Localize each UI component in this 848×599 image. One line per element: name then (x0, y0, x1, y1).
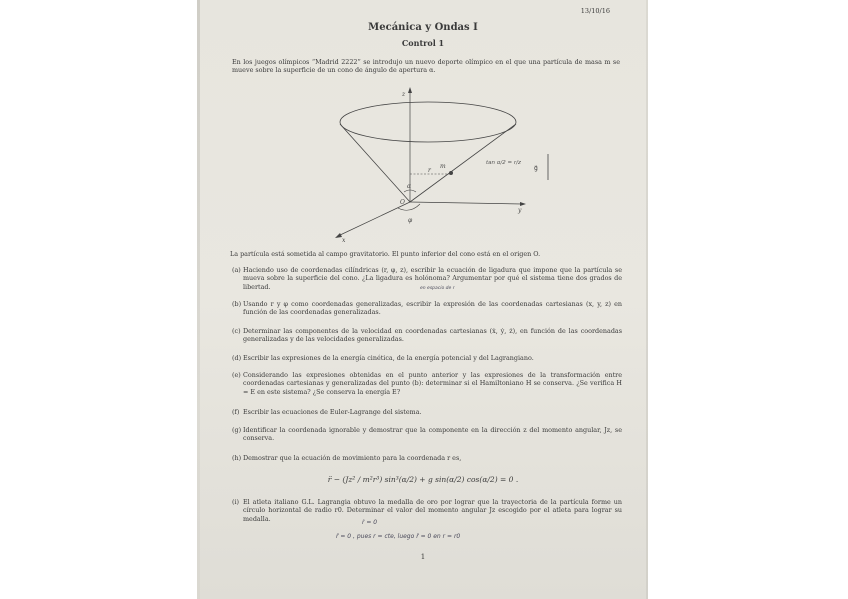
origin-label: O (400, 199, 405, 206)
question-f (232, 408, 622, 416)
question-b (232, 300, 622, 317)
exam-subtitle: Control 1 (401, 38, 445, 48)
x-axis (338, 202, 410, 236)
radius-label: r (428, 167, 431, 174)
question-text: Escribir las expresiones de la energía cinética, de la energía potencial y del Lagrangiano. (243, 354, 534, 362)
question-text: Usando r y φ como coordenadas generalizadas, escribir la expresión de las coordenadas cartesianas (x, y, z) en función de las coordenadas generalizadas. (243, 300, 622, 317)
question-label: (g) (232, 426, 242, 434)
y-axis-arrow (520, 202, 526, 206)
x-axis-label: x (342, 237, 346, 244)
question-d (232, 354, 622, 362)
question-label: (a) (232, 266, 241, 274)
y-axis-label: y (518, 207, 522, 214)
phi-label: φ (408, 217, 413, 224)
question-label: (f) (232, 408, 240, 416)
alpha-label: α (407, 183, 412, 190)
question-c (232, 327, 622, 344)
tangent-relation: tan α/2 = r/z (486, 160, 521, 166)
question-e (232, 371, 622, 396)
question-text: Haciendo uso de coordenadas cilíndricas (r, φ, z), escribir la ecuación de ligadura que impone que la partícula se mueva sobre la superficie del cono. ¿La ligadura es holónoma? Argumentar por qué el sistema tiene dos grados de libertad. (243, 266, 622, 291)
course-title: Mecánica y Ondas I (368, 22, 478, 33)
equation-of-motion: r̈ − (Jz² / m²r³) sin³(α/2) + g sin(α/2) cos(α/2) = 0 . (327, 475, 519, 484)
question-h (232, 454, 622, 462)
question-label: (i) (232, 498, 240, 506)
question-label: (b) (232, 300, 242, 308)
handwritten-note-rddot: r̈ = 0 , pues r = cte, luego r̈ = 0 en r = r0 (336, 533, 461, 540)
question-text: Demostrar que la ecuación de movimiento para la coordenada r es, (243, 454, 462, 462)
question-text: Determinar las componentes de la velocidad en coordenadas cartesianas (ẋ, ẏ, ż), en función de las coordenadas generalizadas y de las velocidades generalizadas. (243, 327, 622, 344)
y-axis (410, 202, 522, 204)
cone-rim (340, 102, 516, 142)
gravity-label: g⃗ (534, 165, 538, 172)
question-label: (c) (232, 327, 241, 335)
z-axis-arrow (408, 87, 412, 93)
cone-side-left (340, 124, 410, 202)
handwritten-note-rdot: ṙ = 0 (362, 519, 378, 526)
page-number: 1 (420, 553, 426, 561)
intro-paragraph: En los juegos olímpicos “Madrid 2222” se introdujo un nuevo deporte olímpico en el que una partícula de masa m se mueve sobre la superficie de un cono de ángulo de apertura α. (232, 58, 620, 75)
question-text: Identificar la coordenada ignorable y demostrar que la componente en la dirección z del momento angular, Jz, se conserva. (243, 426, 622, 443)
question-g (232, 426, 622, 443)
mass-label: m (440, 163, 446, 170)
particle-mass (449, 171, 453, 175)
question-label: (h) (232, 454, 242, 462)
question-i (232, 498, 622, 523)
x-axis-arrow (335, 233, 342, 238)
question-text: Considerando las expresiones obtenidas en el punto anterior y las expresiones de la transformación entre coordenadas cartesianas y generalizadas del punto (b): determinar si el Hamiltoniano H se conserva. ¿Se verifica H = E en este sistema? ¿Se conserva la energía E? (243, 371, 622, 396)
exam-date: 13/10/16 (580, 7, 610, 15)
question-text: El atleta italiano G.L. Lagrangia obtuvo la medalla de oro por lograr que la trayectoria de la partícula forme un círculo horizontal de radio r0. Determinar el valor del momento angular Jz escogido por el atleta para lograr su medalla. (243, 498, 622, 523)
question-text: Escribir las ecuaciones de Euler-Lagrange del sistema. (243, 408, 422, 416)
exam-page (200, 0, 646, 599)
problem-statement: La partícula está sometida al campo gravitatorio. El punto inferior del cono está en el origen O. (230, 250, 541, 258)
z-axis-label: z (402, 91, 406, 98)
question-label: (d) (232, 354, 242, 362)
question-label: (e) (232, 371, 241, 379)
cone-diagram (310, 84, 570, 244)
handwritten-note-holonomic: en espacio de r (420, 286, 455, 291)
